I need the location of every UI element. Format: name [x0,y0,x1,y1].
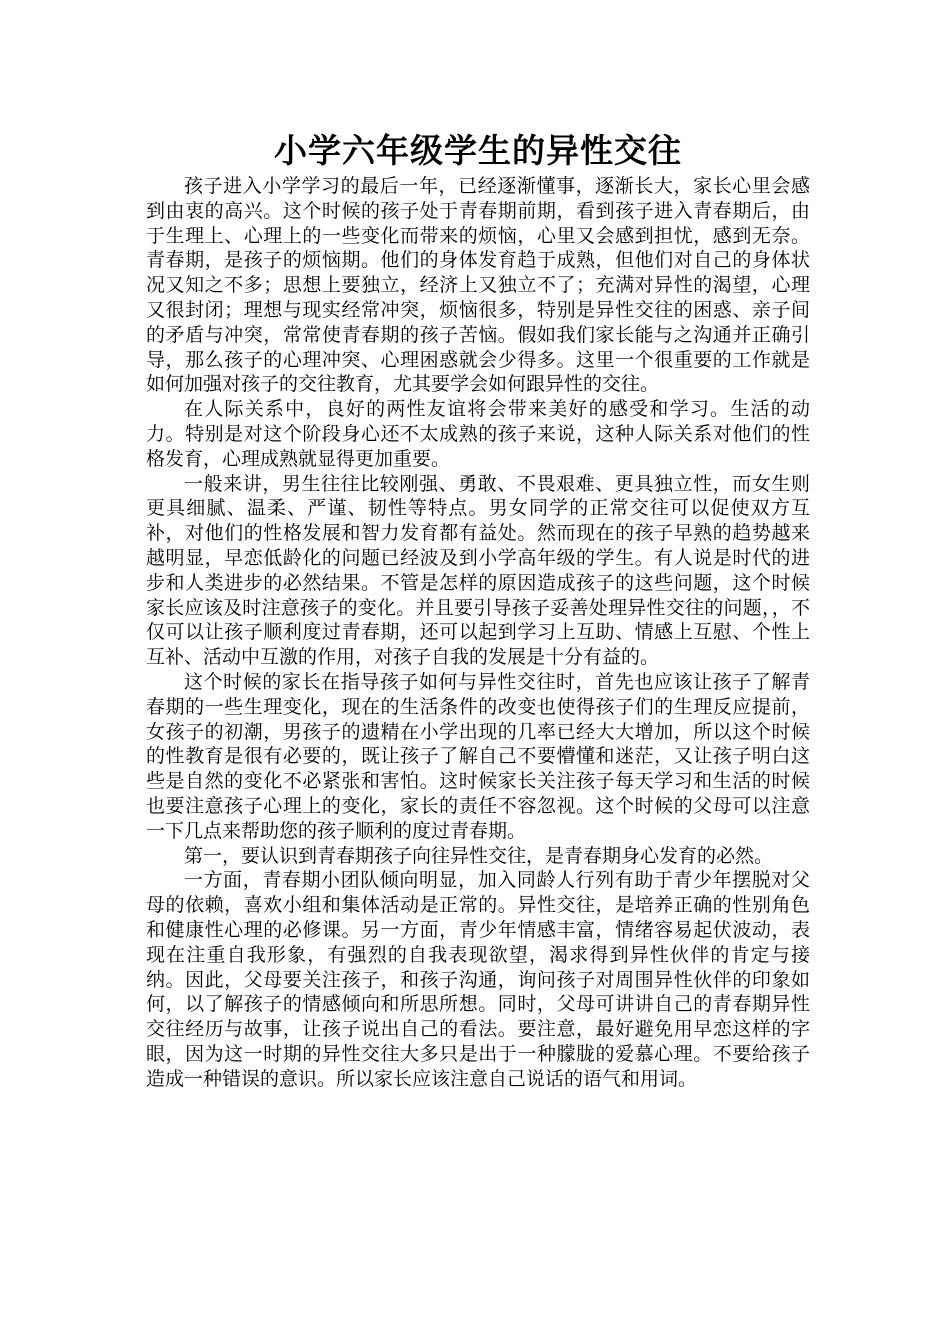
paragraph: 孩子进入小学学习的最后一年，已经逐渐懂事，逐渐长大，家长心里会感到由衷的高兴。这个时候的孩子处于青春期前期，看到孩子进入青春期后，由于生理上、心理上的一些变化而带来的烦恼，心里又会感到担忧，感到无奈。青春期，是孩子的烦恼期。他们的身体发育趋于成熟，但他们对自己的身体状况又知之不多；思想上要独立，经济上又独立不了；充满对异性的渴望，心理又很封闭；理想与现实经常冲突，烦恼很多，特别是异性交往的困惑、亲子间的矛盾与冲突，常常使青春期的孩子苦恼。假如我们家长能与之沟通并正确引导，那么孩子的心理冲突、心理困惑就会少得多。这里一个很重要的工作就是如何加强对孩子的交往教育，尤其要学会如何跟异性的交往。 [146,175,810,396]
paragraph: 这个时候的家长在指导孩子如何与异性交往时，首先也应该让孩子了解青春期的一些生理变化，现在的生活条件的改变也使得孩子们的生理反应提前，女孩子的初潮，男孩子的遗精在小学出现的几率已经大大增加，所以这个时候的性教育是很有必要的，既让孩子了解自己不要懵懂和迷茫，又让孩子明白这些是自然的变化不必紧张和害怕。这时候家长关注孩子每天学习和生活的时候也要注意孩子心理上的变化，家长的责任不容忽视。这个时候的父母可以注意一下几点来帮助您的孩子顺利的度过青春期。 [146,670,810,842]
paragraph: 第一，要认识到青春期孩子向往异性交往，是青春期身心发育的必然。 [184,844,774,867]
document-page [146,128,810,1091]
paragraph: 在人际关系中，良好的两性友谊将会带来美好的感受和学习。生活的动力。特别是对这个阶段身心还不太成熟的孩子来说，这种人际关系对他们的性格发育，心理成熟就显得更加重要。 [146,398,810,470]
document-body [146,174,810,1091]
document-title: 小学六年级学生的异性交往 [274,131,682,170]
paragraph: 一般来讲，男生往往比较刚强、勇敢、不畏艰难、更具独立性，而女生则更具细腻、温柔、严谨、韧性等特点。男女同学的正常交往可以促使双方互补，对他们的性格发展和智力发育都有益处。然而现在的孩子早熟的趋势越来越明显，早恋低龄化的问题已经波及到小学高年级的学生。有人说是时代的进步和人类进步的必然结果。不管是怎样的原因造成孩子的这些问题，这个时候家长应该及时注意孩子的变化。并且要引导孩子妥善处理异性交往的问题，，不仅可以让孩子顺利度过青春期，还可以起到学习上互助、情感上互慰、个性上互补、活动中互激的作用，对孩子自我的发展是十分有益的。 [146,472,810,669]
paragraph: 一方面，青春期小团队倾向明显，加入同龄人行列有助于青少年摆脱对父母的依赖，喜欢小组和集体活动是正常的。异性交往，是培养正确的性别角色和健康性心理的必修课。另一方面，青少年情感丰富，情绪容易起伏波动，表现在注重自我形象，有强烈的自我表现欲望，渴求得到异性伙伴的肯定与接纳。因此，父母要关注孩子，和孩子沟通，询问孩子对周围异性伙伴的印象如何，以了解孩子的情感倾向和所思所想。同时，父母可讲讲自己的青春期异性交往经历与故事，让孩子说出自己的看法。要注意，最好避免用早恋这样的字眼，因为这一时期的异性交往大多只是出于一种朦胧的爱慕心理。不要给孩子造成一种错误的意识。所以家长应该注意自己说话的语气和用词。 [146,869,810,1090]
